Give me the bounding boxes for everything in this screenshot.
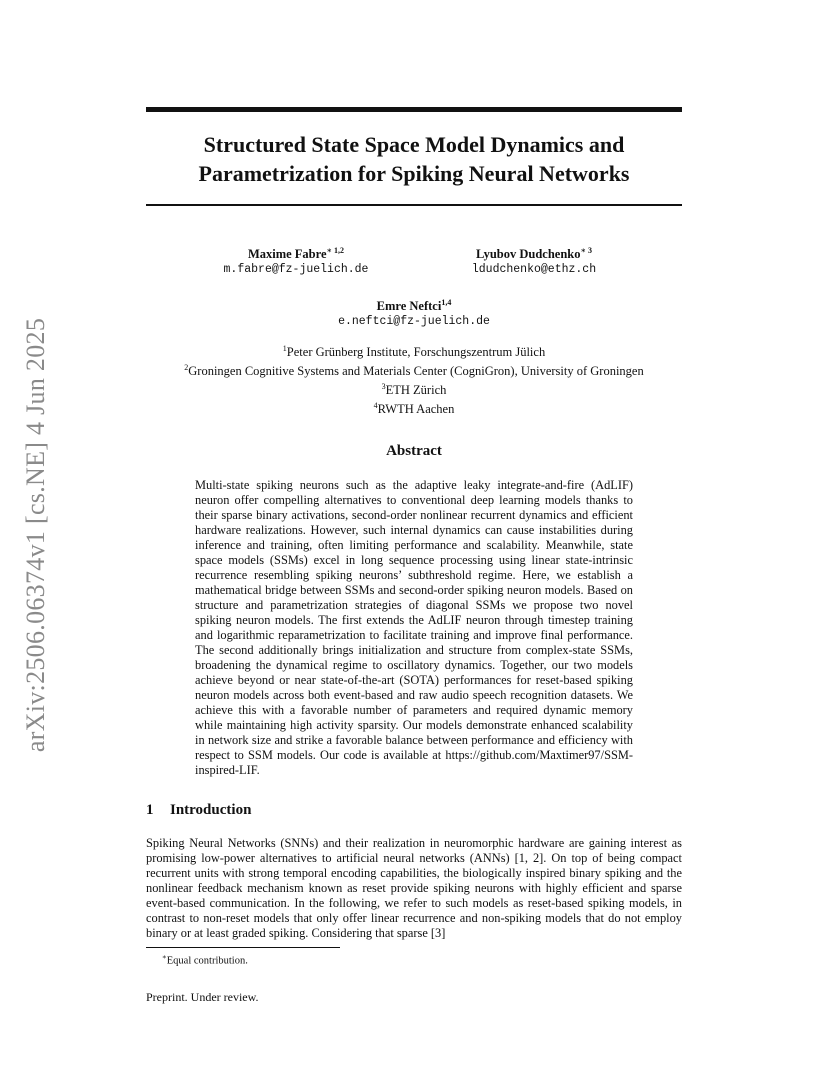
author-name: Emre Neftci$^{1,4}$ [376, 298, 452, 314]
author-email: ldudchenko@ethz.ch [471, 263, 597, 277]
author-block-2 [424, 243, 644, 278]
author-block-3 [264, 295, 564, 330]
affiliations [146, 341, 682, 418]
affiliation-2: $^2$Groningen Cognitive Systems and Materials Center (CogniGron), University of Groningen [184, 363, 644, 379]
section-number: 1 [146, 802, 154, 818]
author-affiliation-mark: ∗ 3 [580, 246, 593, 255]
section-heading-introduction [146, 802, 682, 819]
affiliation-3: $^3$ETH Zürich [381, 382, 447, 398]
footnote-rule [146, 947, 340, 948]
title-top-rule [146, 107, 682, 112]
affiliation-4: $^4$RWTH Aachen [373, 401, 455, 417]
author-email: m.fabre@fz-juelich.de [223, 263, 369, 277]
paper-title-line-2: Parametrization for Spiking Neural Networks [198, 161, 630, 186]
footnote-text: Equal contribution. [166, 955, 248, 967]
arxiv-identifier [6, 300, 66, 770]
section-title: Introduction [170, 802, 252, 818]
abstract-text: Multi-state spiking neurons such as the adaptive leaky integrate-and-fire (AdLIF) neuron offer compelling alternatives to conventional deep learning models thanks to their sparse binary activations, second-order nonlinear recurrent dynamics and efficient hardware realizations. However, such internal dynamics can cause instabilities during inference and training, often limiting performance and scalability. Meanwhile, state space models (SSMs) excel in long sequence processing using linear state-intrinsic recurrence resembling spiking neurons’ subthreshold regime. Here, we establish a mathematical bridge between SSMs and second-order spiking neuron models. Based on structure and parametrization strategies of diagonal SSMs we propose two novel spiking neuron models. The first extends the AdLIF neuron through timestep training and logarithmic reparametrization to facilitate training and improve final performance. The second additionally brings initialization and structure from complex-state SSMs, broadening the dynamical regime to oscillatory dynamics. Together, our two models achieve beyond or near state-of-the-art (SOTA) performances for reset-based spiking neuron models across both event-based and raw audio speech recognition datasets. We achieve this with a favorable number of parameters and required dynamic memory while maintaining high activity sparsity. Our models demonstrate enhanced scalability in network size and strike a favorable balance between performance and efficiency with respect to SSM models. Our code is available at https://github.com/Maxtimer97/SSM-inspired-LIF. [195, 478, 633, 777]
abstract-heading: Abstract [386, 443, 442, 459]
affiliation-1: $^1$Peter Grünberg Institute, Forschungszentrum Jülich [282, 344, 546, 360]
author-name: Lyubov Dudchenko$^{∗ 3}$ [475, 246, 593, 262]
author-name: Maxime Fabre$^{∗ 1,2}$ [247, 246, 345, 262]
footnote-mark: ∗ [162, 953, 167, 961]
title-bottom-rule [146, 204, 682, 206]
author-block-1 [186, 243, 406, 278]
author-affiliation-mark: 1,4 [441, 298, 452, 307]
paper-title [146, 130, 682, 188]
paper-title-line-1: Structured State Space Model Dynamics and [203, 132, 625, 157]
introduction-text: Spiking Neural Networks (SNNs) and their realization in neuromorphic hardware are gaining interest as promising low-power alternatives to artificial neural networks (ANNs) [1, 2]. On top of being compact recurrent units with strong temporal encoding capabilities, the biologically inspired binary spiking and the nonlinear feedback mechanism known as reset provide spiking neurons with highly efficient and sparse event-based communication. In the following, we refer to such models as reset-based spiking models, in contrast to non-reset models that only offer linear recurrence and non-spiking models that do not employ binary or at least graded spiking. Considering that sparse [3] [146, 836, 682, 940]
author-email: e.neftci@fz-juelich.de [338, 315, 490, 329]
arxiv-identifier-text: arXiv:2506.06374v1 [cs.NE] 4 Jun 2025 [21, 317, 50, 753]
author-affiliation-mark: ∗ 1,2 [326, 246, 345, 255]
preprint-notice: Preprint. Under review. [146, 990, 259, 1004]
footnote [162, 951, 662, 968]
